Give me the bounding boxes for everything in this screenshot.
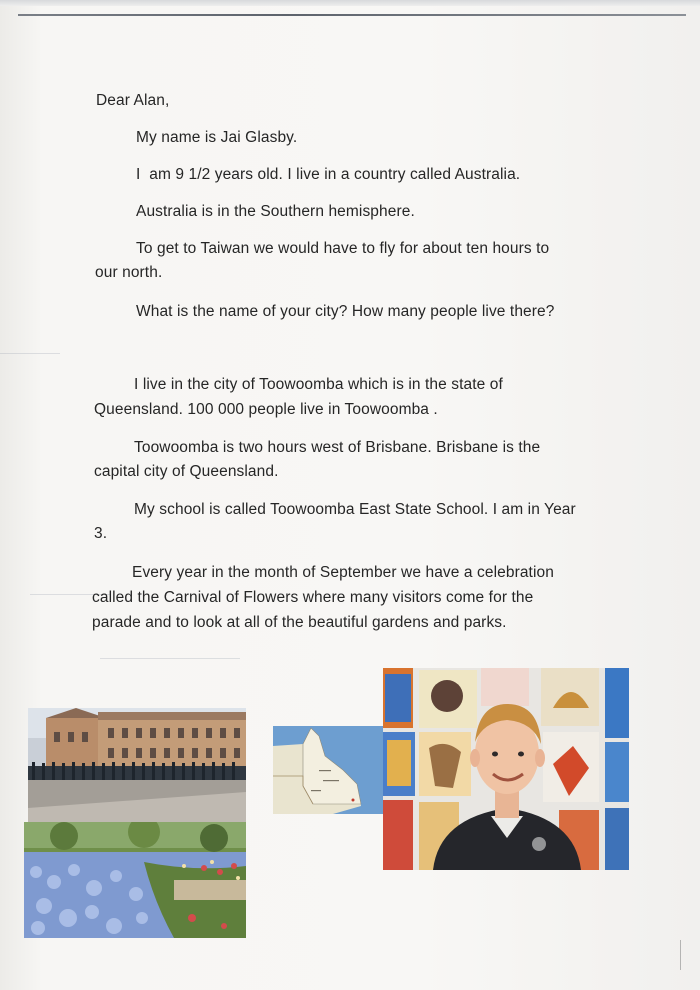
- salutation: Dear Alan,: [96, 92, 170, 109]
- flower-garden-photo: [24, 822, 246, 938]
- paragraph-brisbane-line1: Toowoomba is two hours west of Brisbane. Brisbane is the: [134, 439, 541, 456]
- school-parade-photo: [28, 708, 246, 822]
- paragraph-carnival-line2: called the Carnival of Flowers where many visitors come for the: [92, 589, 534, 606]
- scan-artifact: [100, 658, 240, 659]
- paragraph-brisbane-line2: capital city of Queensland.: [94, 463, 279, 480]
- paragraph-carnival-line3: parade and to look at all of the beautiful gardens and parks.: [92, 614, 507, 631]
- paragraph-hemisphere: Australia is in the Southern hemisphere.: [136, 203, 415, 220]
- scan-artifact: [680, 940, 681, 970]
- paragraph-carnival-line1: Every year in the month of September we have a celebration: [132, 564, 554, 581]
- student-portrait-photo: [383, 668, 629, 870]
- paragraph-school-line1: My school is called Toowoomba East State School. I am in Year: [134, 501, 576, 518]
- paragraph-age: I am 9 1/2 years old. I live in a country called Australia.: [136, 166, 521, 183]
- queensland-map: [273, 726, 387, 814]
- scan-top-edge: [0, 0, 700, 6]
- paragraph-city-line1: I live in the city of Toowoomba which is in the state of: [134, 376, 503, 393]
- paragraph-city-line2: Queensland. 100 000 people live in Toowoomba .: [94, 401, 438, 418]
- paragraph-school-line2: 3.: [94, 525, 108, 542]
- paragraph-name: My name is Jai Glasby.: [136, 129, 298, 146]
- paragraph-question: What is the name of your city? How many people live there?: [136, 303, 555, 320]
- header-rule: [18, 14, 686, 16]
- paragraph-taiwan-line1: To get to Taiwan we would have to fly for about ten hours to: [136, 240, 550, 257]
- paragraph-taiwan-line2: our north.: [95, 264, 163, 281]
- scan-artifact: [0, 353, 60, 354]
